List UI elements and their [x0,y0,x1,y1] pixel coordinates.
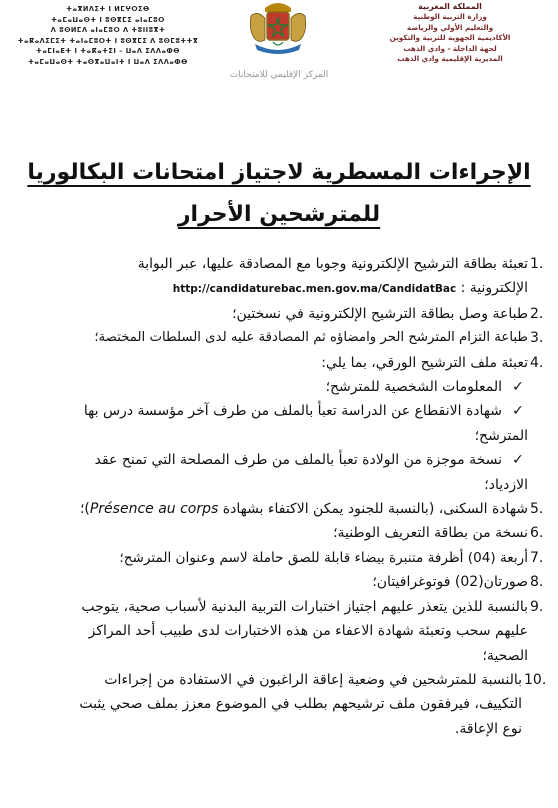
list-item [6,351,548,375]
ministry-line: وزارة التربية الوطنية [413,12,487,22]
item-number: 10. [524,671,547,688]
ministry-line-2: والتعليم الأولي والرياضة [406,22,494,32]
list-item [6,326,548,350]
item-number: 8. [530,574,544,591]
item-text: شهادة السكنى، (بالنسبة للجنود يمكن الاكتفاء بشهادة [222,501,528,518]
tifinagh-line: ⵜⴰⵎⴰⵡⴰⵙⵜ ⵏ ⵓⵙⴳⵎⵉ ⴰⵏⴰⵎⵓⵔ [51,15,165,24]
item-text: طباعة التزام المترشح الحر وامضاؤه ثم المصادقة عليه لدى السلطات المختصة؛ [94,330,528,346]
item-text: بالنسبة للذين يتعذر عليهم اجتياز اختبارات التربية البدنية لأسباب صحية، يتوجب [81,598,528,615]
item-number: 9. [530,598,544,615]
title-line-1: الإجراءات المسطرية لاجتياز امتحانات البكالوريا [27,160,531,185]
tifinagh-line: ⴷ ⵓⵙⵍⵎⴷ ⴰⵏⴰⵎⵓⵔ ⴷ ⵜⵓⵏⵏⵓⴳⵜ [50,26,166,34]
list-item [6,546,548,570]
list-item [6,521,548,545]
page-title [20,152,538,236]
letterhead [0,0,558,80]
check-icon: ✓ [512,403,524,420]
check-icon: ✓ [512,452,524,469]
coat-of-arms-icon [245,0,311,56]
letterhead-tifinagh [8,4,208,67]
tifinagh-line: ⵜⴰⴽⴰⴷⵉⵎⵉⵜ ⵜⴰⵏⴰⵎⵓⵔⵜ ⵏ ⵓⵙⴳⵎⵉ ⴷ ⵓⵙⵎⵓⵜⵜⴳ [17,36,199,45]
sub-list-item [6,375,548,399]
directorate-line: المديرية الإقليمية وادي الذهب [397,54,503,64]
item-number: 5. [530,501,544,518]
item-text: الصحية؛ [482,647,528,664]
academy-line: الأكاديمية الجهوية للتربية والتكوين [389,33,511,43]
item-number: 3. [530,330,544,347]
list-item [6,570,548,594]
item-text: طباعة وصل بطاقة الترشيح الإلكترونية في نسختين؛ [232,305,528,322]
exam-center-line: المركز الإقليمي للامتحانات [229,70,329,80]
sub-list-item [6,399,548,423]
sub-item-continuation: المترشح؛ [474,427,528,444]
item-number: 6. [530,525,544,542]
item-text: بالنسبة للمترشحين في وضعية إعاقة الراغبون في الاستفادة من إجراءات [104,671,522,688]
item-text-end: )؛ [79,501,90,518]
item-number: 2. [530,305,544,322]
presence-au-corps-text: Présence au corps [89,501,219,518]
item-text: عليهم سحب وتعبئة شهادة الاعفاء من هذه الاختبارات لدى طبيب أحد المراكز [88,623,528,640]
procedure-list [6,252,548,741]
tifinagh-line: ⵜⴰⵎⴰⵡⴰⵙⵜ ⵜⴰⵙⴳⴰⵡⴰⵏⵜ ⵏ ⵡⴰⴷ ⵉⴷⴷⴰⵀⴱ [28,57,188,66]
sub-item-text: شهادة الانقطاع عن الدراسة تعبأ بالملف من طرف آخر مؤسسة درس بها [83,403,502,420]
letterhead-arabic [350,2,550,64]
tifinagh-line: ⵜⴰⴳⵍⴷⵉⵜ ⵏ ⵍⵎⵖⵔⵉⴱ [66,5,150,13]
item-text: الإلكترونية : [460,280,528,297]
check-icon: ✓ [512,379,524,396]
sub-item-text: المعلومات الشخصية للمترشح؛ [325,379,502,396]
list-item [6,668,548,741]
sub-list-item [6,448,548,472]
list-item [6,595,548,668]
item-number: 4. [530,354,544,371]
region-line: لجهة الداخلة - وادي الذهب [403,43,497,53]
sub-item-text: نسخة موجزة من الولادة تعبأ بالملف من طرف المصلحة التي تمنح عقد [94,452,502,469]
item-number: 1. [530,256,544,272]
item-text: نسخة من بطاقة التعريف الوطنية؛ [333,525,528,542]
title-line-2: للمترشحين الأحرار [177,202,381,227]
kingdom-line: المملكة المغربية [418,2,482,11]
list-item [6,302,548,326]
item-text: التكييف، فيرفقون ملف ترشيحهم بطلب في الموضوع معزز بملف صحي يثبت [79,696,522,713]
sub-item-continuation: الازدياد؛ [484,476,528,493]
item-text: أربعة (04) أظرفة متنبرة بيضاء قابلة للصق حاملة لاسم وعنوان المترشح؛ [119,549,528,566]
item-text: نوع الإعاقة. [454,720,522,737]
candidature-url-link[interactable]: http://candidaturebac.men.gov.ma/CandidatBac [172,283,457,296]
item-text: صورتان(02) فوتوغرافيتان؛ [372,574,528,591]
list-item [6,252,548,302]
item-text: تعبئة بطاقة الترشيح الإلكترونية وجوبا مع المصادقة عليها، عبر البوابة [137,256,528,272]
item-text: تعبئة ملف الترشيح الورقي، بما يلي: [321,354,528,371]
item-number: 7. [530,549,544,566]
tifinagh-line: ⵜⴰⵎⵏⴰⴹⵜ ⵏ ⵜⴰⴽⴰⵜⵉⵏ – ⵡⴰⴷ ⵉⴷⴷⴰⵀⴱ [36,47,180,55]
list-item [6,497,548,521]
